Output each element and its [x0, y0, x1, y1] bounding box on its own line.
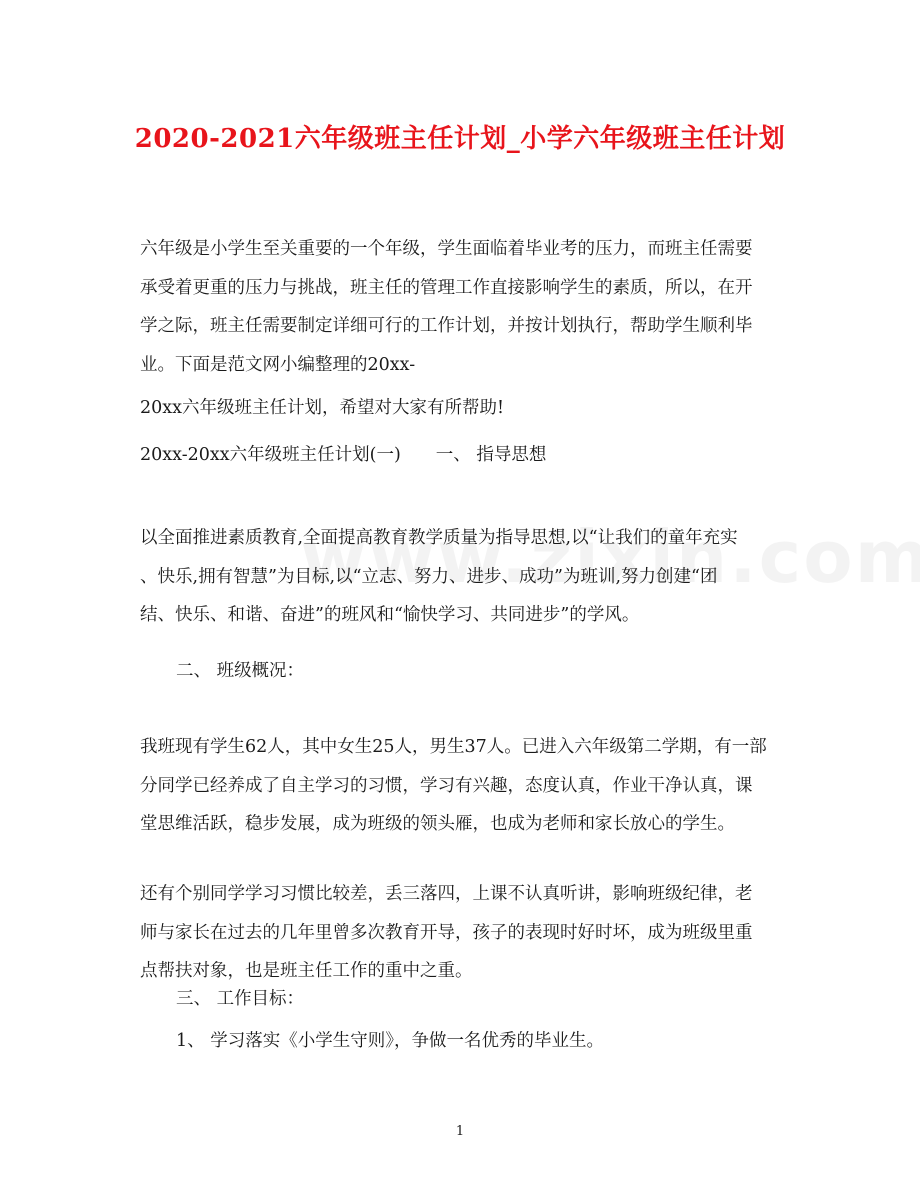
text-line: 师与家长在过去的几年里曾多次教育开导，孩子的表现时好时坏，成为班级里重: [140, 922, 753, 943]
intro-paragraph: [140, 230, 785, 384]
text-line: 六年级是小学生至关重要的一个年级，学生面临着毕业考的压力，而班主任需要: [140, 239, 753, 259]
document-title: 2020-2021六年级班主任计划_小学六年级班主任计划: [134, 124, 786, 154]
class-overview-paragraph: [140, 728, 785, 844]
section-two-heading: 二、 班级概况：: [176, 661, 305, 681]
text-line: 以全面推进素质教育,全面提高教育教学质量为指导思想,以“让我们的童年充实: [140, 528, 738, 548]
text-line: 学之际，班主任需要制定详细可行的工作计划，并按计划执行，帮助学生顺利毕: [140, 316, 753, 336]
text-line: 、快乐,拥有智慧”为目标,以“立志、努力、进步、成功”为班训,努力创建“团: [140, 566, 718, 587]
text-line: 堂思维活跃，稳步发展，成为班级的领头雁，也成为老师和家长放心的学生。: [140, 814, 735, 834]
text-line: 结、快乐、和谐、奋进”的班风和“愉快学习、共同进步”的学风。: [140, 605, 640, 625]
text-line: 我班现有学生62人，其中女生25人，男生37人。已进入六年级第二学期，有一部: [140, 737, 767, 757]
problems-paragraph: [140, 875, 785, 991]
text-line: 点帮扶对象，也是班主任工作的重中之重。: [140, 961, 473, 981]
page-number: 1: [455, 1124, 465, 1139]
plan-heading-line: 20xx-20xx六年级班主任计划(一) 一、 指导思想: [140, 445, 547, 465]
text-line: 承受着更重的压力与挑战，班主任的管理工作直接影响学生的素质，所以，在开: [140, 277, 753, 298]
guiding-paragraph: [140, 519, 785, 635]
text-line: 分同学已经养成了自主学习的习惯，学习有兴趣，态度认真，作业干净认真，课: [140, 775, 753, 796]
text-line: 业。下面是范文网小编整理的20xx-: [140, 354, 416, 375]
section-three-heading: 三、 工作目标：: [176, 989, 305, 1009]
goal-item-1: 1、 学习落实《小学生守则》，争做一名优秀的毕业生。: [176, 1031, 604, 1051]
text-line: 还有个别同学学习习惯比较差，丢三落四，上课不认真听讲，影响班级纪律，老: [140, 884, 753, 904]
intro-closing-line: 20xx六年级班主任计划，希望对大家有所帮助!: [140, 398, 505, 418]
